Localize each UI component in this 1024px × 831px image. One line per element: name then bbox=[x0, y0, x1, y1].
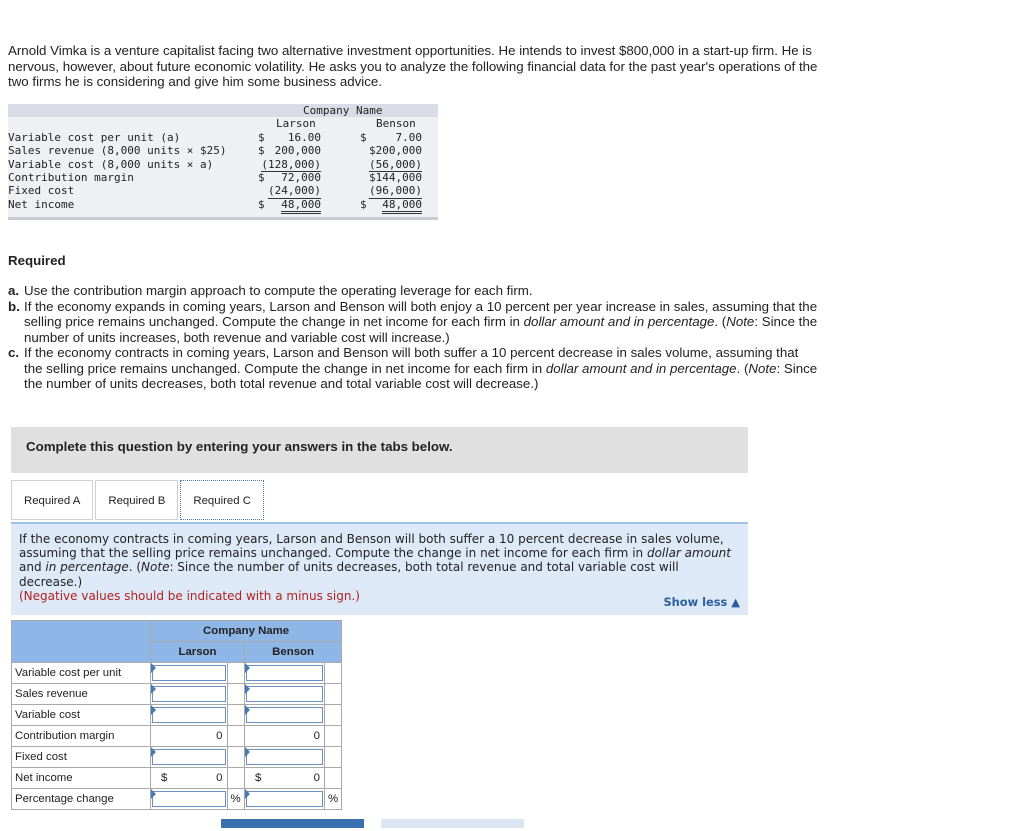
benson-input-cell bbox=[245, 768, 325, 789]
suffix-cell bbox=[325, 684, 342, 705]
answer-row-label: Variable cost per unit bbox=[12, 663, 151, 684]
benson-input-cell bbox=[245, 747, 325, 768]
answer-row-label: Fixed cost bbox=[12, 747, 151, 768]
col-larson-header: Larson bbox=[276, 117, 316, 131]
benson-input[interactable] bbox=[245, 789, 324, 809]
larson-input-cell bbox=[151, 726, 228, 747]
answer-row bbox=[12, 747, 342, 768]
answer-col-benson: Benson bbox=[245, 642, 342, 663]
larson-input-cell bbox=[151, 768, 228, 789]
input-marker-icon bbox=[151, 789, 156, 799]
given-table-header bbox=[8, 104, 438, 117]
given-row bbox=[8, 131, 438, 144]
currency-sign: $ bbox=[255, 772, 262, 784]
input-value: 0 bbox=[216, 772, 223, 784]
larson-value: 200,000 bbox=[274, 144, 321, 158]
next-nav-button[interactable] bbox=[381, 819, 524, 828]
benson-input[interactable] bbox=[245, 768, 324, 788]
benson-input-cell bbox=[245, 705, 325, 726]
suffix-cell bbox=[227, 663, 245, 684]
larson-input-cell bbox=[151, 684, 228, 705]
larson-input-cell bbox=[151, 747, 228, 768]
input-marker-icon bbox=[245, 747, 250, 757]
benson-input-cell bbox=[245, 663, 325, 684]
benson-input[interactable] bbox=[245, 684, 324, 704]
answer-row bbox=[12, 684, 342, 705]
answer-row-label: Sales revenue bbox=[12, 684, 151, 705]
answer-row-label: Contribution margin bbox=[12, 726, 151, 747]
input-box[interactable] bbox=[152, 749, 226, 765]
larson-input-cell bbox=[151, 705, 228, 726]
input-box[interactable] bbox=[246, 749, 323, 765]
given-row-label: Net income bbox=[8, 197, 75, 211]
input-marker-icon bbox=[245, 684, 250, 694]
benson-sign: $ bbox=[360, 130, 367, 144]
larson-input[interactable] bbox=[151, 684, 227, 704]
benson-value: $144,000 bbox=[369, 170, 422, 184]
input-box[interactable] bbox=[152, 707, 226, 723]
tab-required-b[interactable]: Required B bbox=[95, 480, 178, 520]
benson-input[interactable] bbox=[245, 747, 324, 767]
answer-col-larson: Larson bbox=[151, 642, 245, 663]
given-row-label: Variable cost per unit (a) bbox=[8, 130, 181, 144]
given-row-label: Variable cost (8,000 units × a) bbox=[8, 157, 214, 171]
suffix-cell bbox=[325, 768, 342, 789]
given-row-label: Fixed cost bbox=[8, 184, 75, 198]
company-name-header: Company Name bbox=[303, 104, 383, 117]
suffix-cell bbox=[227, 705, 245, 726]
requirement-c: c. If the economy contracts in coming years, Larson and Benson will both suffer a 10 percent decrease in sales volume, assuming that the selling price remains unchanged. Compute the change in net income for each firm in dollar amount and in percentage. (Note: Since the number of units decreases, both total revenue and total variable cost will decrease.) bbox=[8, 345, 818, 391]
answer-row-label: Variable cost bbox=[12, 705, 151, 726]
col-benson-header: Benson bbox=[376, 117, 416, 131]
required-heading: Required bbox=[8, 253, 66, 268]
input-box[interactable] bbox=[246, 707, 323, 723]
given-row-label: Contribution margin bbox=[8, 170, 134, 184]
benson-value: $200,000 bbox=[369, 144, 422, 158]
input-marker-icon bbox=[245, 663, 250, 673]
benson-value: (56,000) bbox=[369, 157, 422, 171]
input-marker-icon bbox=[151, 663, 156, 673]
benson-input-cell bbox=[245, 726, 325, 747]
answer-company-header: Company Name bbox=[151, 621, 342, 642]
input-value: 0 bbox=[313, 772, 320, 784]
answer-table-corner bbox=[12, 621, 151, 663]
larson-input[interactable] bbox=[151, 768, 227, 788]
prev-nav-button[interactable] bbox=[221, 819, 364, 828]
input-box[interactable] bbox=[152, 665, 226, 681]
question-panel: If the economy contracts in coming years, Larson and Benson will both suffer a 10 percent decrease in sales volume, assuming that the selling price remains unchanged. Compute the change in net income for each firm in dollar amount and in percentage. (Note: Since the number of units decreases, both total revenue and total variable cost will decrease.) (Negative values should be indicated with a minus sign.) Show less ▲ bbox=[11, 522, 748, 615]
suffix-cell bbox=[325, 663, 342, 684]
larson-input[interactable] bbox=[151, 726, 227, 746]
answer-table bbox=[11, 620, 342, 810]
benson-input[interactable] bbox=[245, 663, 324, 683]
input-box[interactable] bbox=[152, 791, 226, 807]
given-row-label: Sales revenue (8,000 units × $25) bbox=[8, 144, 227, 158]
benson-value: 48,000 bbox=[382, 198, 422, 214]
given-row bbox=[8, 171, 438, 184]
suffix-cell bbox=[325, 726, 342, 747]
requirement-b: b. If the economy expands in coming years, Larson and Benson will both enjoy a 10 percent per year increase in sales, assuming that the selling price remains unchanged. Compute the change in net income for each firm in dollar amount and in percentage. (Note: Since the number of units increases, both revenue and variable cost will increase.) bbox=[8, 298, 818, 345]
input-marker-icon bbox=[151, 705, 156, 715]
percent-suffix: % bbox=[230, 793, 241, 805]
input-marker-icon bbox=[151, 747, 156, 757]
larson-value: (128,000) bbox=[261, 157, 321, 171]
negative-values-note: (Negative values should be indicated with a minus sign.) bbox=[19, 588, 360, 603]
percent-suffix: % bbox=[328, 793, 339, 805]
larson-value: 48,000 bbox=[281, 198, 321, 214]
input-marker-icon bbox=[245, 789, 250, 799]
benson-value: 7.00 bbox=[395, 130, 422, 144]
input-box[interactable] bbox=[246, 665, 323, 681]
benson-input-cell bbox=[245, 789, 325, 810]
larson-sign: $ bbox=[258, 144, 265, 158]
answer-row-label: Net income bbox=[12, 768, 151, 789]
given-table-body bbox=[8, 117, 438, 220]
tab-required-a[interactable]: Required A bbox=[11, 480, 93, 520]
intro-paragraph: Arnold Vimka is a venture capitalist facing two alternative investment opportunities. He intends to invest $800,000 in a start-up firm. He is nervous, however, about future economic volatility. He asks you to analyze the following financial data for the past year's operations of the two firms he is considering and give him some business advice. bbox=[8, 43, 818, 89]
given-row bbox=[8, 198, 438, 211]
given-data-table bbox=[8, 104, 438, 220]
answer-row bbox=[12, 768, 342, 789]
instructions-banner: Complete this question by entering your answers in the tabs below. bbox=[11, 427, 748, 473]
input-value: 0 bbox=[216, 730, 223, 742]
benson-sign: $ bbox=[360, 197, 367, 211]
tab-required-c[interactable]: Required C bbox=[180, 480, 264, 520]
larson-input[interactable] bbox=[151, 705, 227, 725]
larson-input[interactable] bbox=[151, 747, 227, 767]
answer-tabs bbox=[11, 480, 266, 522]
given-row bbox=[8, 158, 438, 171]
larson-input-cell bbox=[151, 789, 228, 810]
suffix-cell bbox=[227, 726, 245, 747]
input-value: 0 bbox=[313, 730, 320, 742]
answer-row bbox=[12, 705, 342, 726]
currency-sign: $ bbox=[161, 772, 168, 784]
input-box[interactable] bbox=[152, 686, 226, 702]
larson-value: (24,000) bbox=[268, 184, 321, 198]
suffix-cell bbox=[227, 747, 245, 768]
suffix-cell bbox=[325, 747, 342, 768]
larson-input-cell bbox=[151, 663, 228, 684]
input-marker-icon bbox=[151, 684, 156, 694]
larson-input[interactable] bbox=[151, 663, 227, 683]
requirement-a: a. Use the contribution margin approach to compute the operating leverage for each firm. bbox=[8, 283, 533, 298]
suffix-cell bbox=[227, 789, 245, 810]
larson-value: 72,000 bbox=[281, 170, 321, 184]
given-row bbox=[8, 184, 438, 197]
input-box[interactable] bbox=[246, 791, 323, 807]
requirements-list bbox=[8, 283, 820, 392]
larson-sign: $ bbox=[258, 197, 265, 211]
larson-input[interactable] bbox=[151, 789, 227, 809]
answer-row bbox=[12, 663, 342, 684]
benson-input[interactable] bbox=[245, 726, 324, 746]
suffix-cell bbox=[325, 789, 342, 810]
answer-row-label: Percentage change bbox=[12, 789, 151, 810]
input-marker-icon bbox=[245, 705, 250, 715]
suffix-cell bbox=[325, 705, 342, 726]
given-row bbox=[8, 144, 438, 157]
benson-value: (96,000) bbox=[369, 184, 422, 198]
larson-sign: $ bbox=[258, 170, 265, 184]
input-box[interactable] bbox=[246, 686, 323, 702]
answer-row bbox=[12, 726, 342, 747]
answer-row bbox=[12, 789, 342, 810]
show-less-link[interactable]: Show less ▲ bbox=[663, 594, 740, 609]
benson-input[interactable] bbox=[245, 705, 324, 725]
larson-value: 16.00 bbox=[287, 130, 321, 144]
suffix-cell bbox=[227, 684, 245, 705]
suffix-cell bbox=[227, 768, 245, 789]
benson-input-cell bbox=[245, 684, 325, 705]
larson-sign: $ bbox=[258, 130, 265, 144]
